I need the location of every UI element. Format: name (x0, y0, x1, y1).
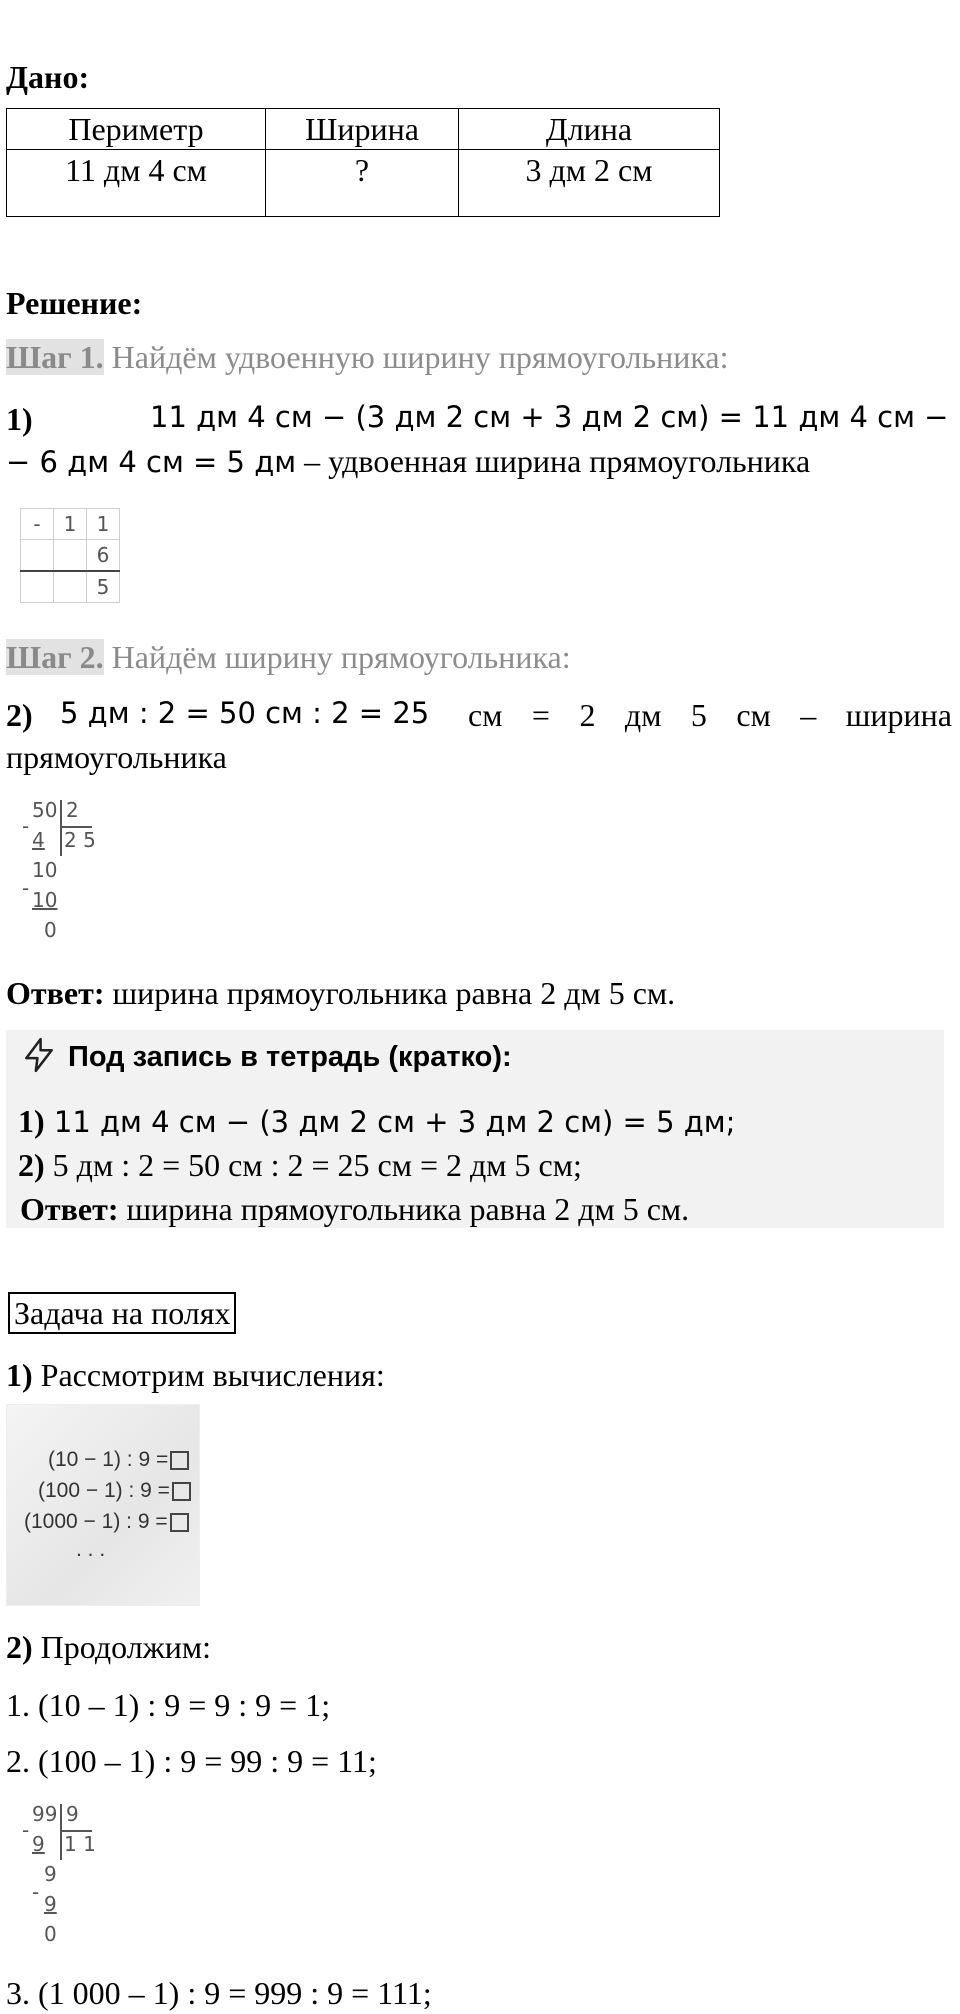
notebook-line2-num: 2) (18, 1147, 45, 1183)
line1-expression-b: − 6 дм 4 см = 5 дм (6, 445, 297, 479)
given-title: Дано: (6, 59, 90, 95)
example-text: (100 − 1) : 9 = (38, 1479, 170, 1502)
div2-rem2: 0 (44, 1922, 57, 1946)
div1-rem2: 0 (44, 918, 57, 942)
value-width: ? (266, 150, 459, 217)
line2-number: 2) (6, 697, 33, 733)
value-length: 3 дм 2 см (459, 150, 720, 217)
div2-vertical-bar (60, 1804, 62, 1860)
step1-text: Найдём удвоенную ширину прямоугольника: (111, 339, 729, 375)
margin-p1-text: Рассмотрим вычисления: (32, 1357, 385, 1393)
notebook-line1 (18, 1102, 735, 1141)
answer-label: Ответ: (6, 975, 105, 1011)
calc-3: 3. (1 000 – 1) : 9 = 999 : 9 = 111; (6, 1975, 432, 2011)
grid-cell (21, 571, 54, 603)
grid-cell: 1 (54, 509, 87, 540)
notebook-line1-num: 1) (18, 1103, 45, 1139)
div1-sub2: 10 (32, 888, 58, 912)
grid-cell (54, 571, 87, 603)
value-perimeter: 11 дм 4 см (7, 150, 266, 217)
div2-minus-1: - (22, 1818, 30, 1842)
header-length: Длина (459, 109, 720, 150)
lightning-icon (20, 1036, 58, 1079)
grid-cell: 5 (87, 571, 120, 603)
grid-cell: - (21, 509, 54, 540)
given-table (6, 108, 720, 217)
notebook-answer (20, 1190, 689, 1228)
line2-tail: см = 2 дм 5 см – ширина (468, 697, 952, 733)
margin-p2-text: Продолжим: (32, 1629, 212, 1665)
empty-box-icon (170, 1451, 189, 1470)
margin-task-title: Задача на полях (8, 1292, 236, 1334)
line2-tail2: прямоугольника (6, 739, 227, 775)
div1-minus-2: - (22, 876, 30, 900)
empty-box-icon (172, 1482, 191, 1501)
notebook-line2 (18, 1146, 582, 1184)
div1-vertical-bar (60, 800, 62, 856)
div2-sub1: 9 (32, 1832, 45, 1856)
notebook-line1-text: 11 дм 4 см − (3 дм 2 см + 3 дм 2 см) = 5 дм; (44, 1105, 736, 1139)
div2-dividend: 99 (32, 1802, 58, 1826)
div1-dividend: 50 (32, 798, 58, 822)
notebook-answer-label: Ответ: (20, 1191, 119, 1227)
line1-number: 1) (6, 401, 33, 437)
div1-quotient: 2 5 (64, 828, 96, 852)
answer-text: ширина прямоугольника равна 2 дм 5 см. (104, 975, 676, 1011)
grid-cell: 1 (87, 509, 120, 540)
example-line-4: . . . (76, 1538, 106, 1561)
div1-rem1: 10 (32, 858, 58, 882)
solution-title: Решение: (6, 285, 143, 321)
header-width: Ширина (266, 109, 459, 150)
calc-2: 2. (100 – 1) : 9 = 99 : 9 = 11; (6, 1743, 377, 1779)
grid-cell (54, 540, 87, 572)
div2-minus-2: - (32, 1880, 40, 1904)
div2-divisor: 9 (66, 1802, 79, 1826)
margin-p1 (6, 1356, 385, 1394)
div2-quotient: 1 1 (64, 1832, 96, 1856)
line1-tail: – удвоенная ширина прямоугольника (296, 443, 811, 479)
answer-line (6, 974, 675, 1012)
example-line-1 (48, 1448, 189, 1472)
calc-1: 1. (10 – 1) : 9 = 9 : 9 = 1; (6, 1687, 331, 1723)
margin-p2-num: 2) (6, 1629, 33, 1665)
step1-heading (6, 338, 729, 376)
empty-box-icon (170, 1513, 189, 1532)
example-image (6, 1404, 200, 1606)
margin-p2 (6, 1628, 211, 1666)
div1-divisor: 2 (66, 798, 79, 822)
example-text: (1000 − 1) : 9 = (24, 1510, 168, 1533)
header-perimeter: Периметр (7, 109, 266, 150)
notebook-title: Под запись в тетрадь (кратко): (68, 1040, 512, 1073)
notebook-header (20, 1036, 512, 1078)
example-line-3 (24, 1510, 189, 1534)
margin-p1-num: 1) (6, 1357, 33, 1393)
step2-text: Найдём ширину прямоугольника: (111, 639, 571, 675)
div2-rem1: 9 (44, 1862, 57, 1886)
line2-expression: 5 дм : 2 = 50 см : 2 = 25 (60, 696, 430, 730)
step2-heading (6, 638, 571, 676)
div2-sub2: 9 (44, 1892, 57, 1916)
div1-sub1: 4 (32, 828, 45, 852)
div1-minus-1: - (22, 814, 30, 838)
line1-expression: 11 дм 4 см − (3 дм 2 см + 3 дм 2 см) = 11 дм 4 см − (150, 400, 949, 434)
subtraction-grid (20, 508, 120, 603)
example-line-2 (38, 1479, 191, 1503)
notebook-line2-text: 5 дм : 2 = 50 см : 2 = 25 см = 2 дм 5 см; (44, 1147, 582, 1183)
example-text: (10 − 1) : 9 = (48, 1448, 169, 1471)
grid-cell (21, 540, 54, 572)
step1-tag: Шаг 1. (6, 339, 104, 375)
grid-cell: 6 (87, 540, 120, 572)
line1-continuation (6, 442, 810, 480)
notebook-answer-text: ширина прямоугольника равна 2 дм 5 см. (118, 1191, 690, 1227)
step2-tag: Шаг 2. (6, 639, 104, 675)
